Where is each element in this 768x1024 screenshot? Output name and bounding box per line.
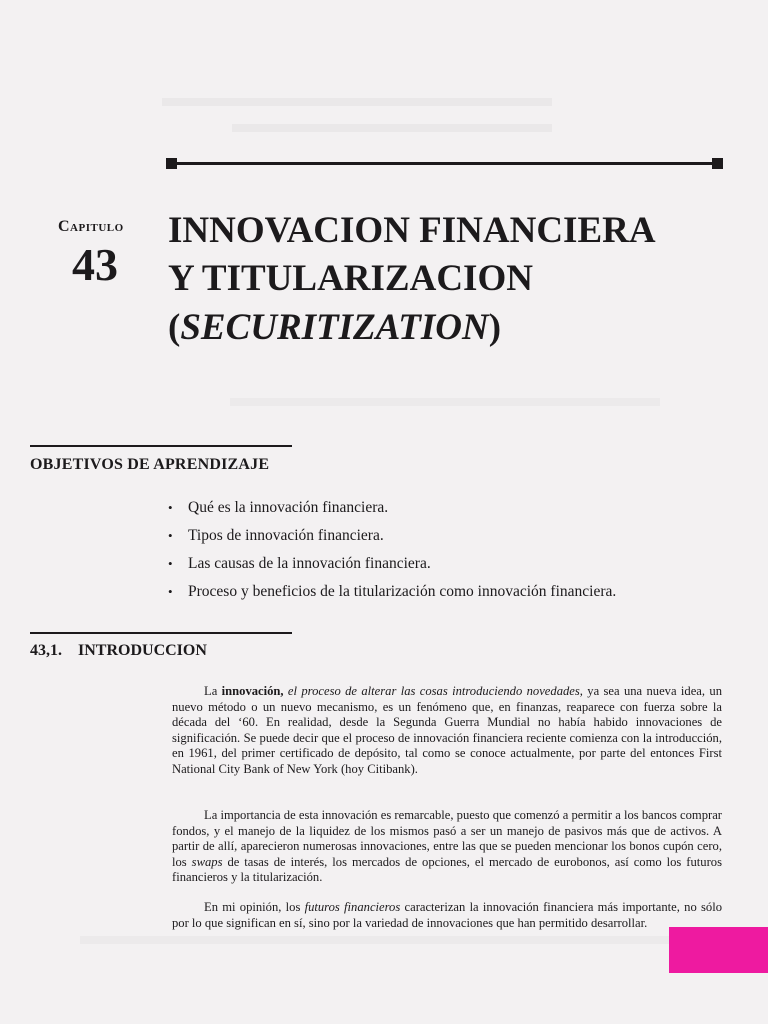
term-swaps: swaps — [191, 854, 223, 869]
chapter-label: Capitulo — [58, 218, 124, 235]
chapter-title-line1: INNOVACION FINANCIERA — [168, 210, 656, 251]
objective-text: Las causas de la innovación financiera. — [188, 555, 431, 572]
chapter-rule-left-cap — [166, 158, 177, 169]
chapter-top-rule — [168, 162, 722, 165]
chapter-rule-right-cap — [712, 158, 723, 169]
definition-text: el proceso de alterar las cosas introduciendo novedades, — [283, 684, 583, 698]
objectives-rule — [30, 445, 292, 447]
objectives-heading: OBJETIVOS DE APRENDIZAJE — [30, 456, 270, 473]
title-open-paren: ( — [168, 307, 181, 348]
paragraph-2: La importancia de esta innovación es remarcable, puesto que comenzó a permitir a los bancos comprar fondos, y el manejo de la liquidez de los mismos pasó a ser un manejo de pasivos más que de activos. A partir de allí, aparecieron numerosas innovaciones, entre las que se pueden mencionar los bonos cupón cero, los swaps de tasas de interés, los mercados de opciones, el mercado de eurobonos, así como los futuros financieros y la titularización. — [172, 808, 722, 884]
objectives-list — [168, 494, 616, 606]
paragraph-3: En mi opinión, los futuros financieros caracterizan la innovación financiera más importante, no sólo por lo que significan en sí, sino por la variedad de innovaciones que han permitido desarrollar. — [172, 900, 722, 930]
pink-tab-marker — [669, 927, 768, 973]
objective-text: Tipos de innovación financiera. — [188, 527, 384, 544]
chapter-title-line3 — [168, 309, 738, 346]
section-title: INTRODUCCION — [78, 642, 207, 659]
objective-item — [168, 522, 616, 550]
bullet-icon: • — [168, 528, 173, 543]
chapter-number: 43 — [72, 239, 118, 290]
bullet-icon: • — [168, 500, 173, 515]
bullet-icon: • — [168, 584, 173, 599]
section-heading — [30, 642, 207, 660]
objective-text: Proceso y beneficios de la titularización como innovación financiera. — [188, 583, 617, 600]
chapter-title-italic: SECURITIZATION — [180, 307, 489, 348]
objective-item — [168, 494, 616, 522]
term-futuros-financieros: futuros financieros — [304, 900, 401, 914]
section-rule — [30, 632, 292, 634]
chapter-title-line2: Y TITULARIZACION — [168, 258, 533, 299]
term-innovacion: innovación, — [221, 684, 284, 698]
section-number: 43,1. — [30, 642, 62, 659]
bullet-icon: • — [168, 556, 173, 571]
paragraph-1: La innovación, el proceso de alterar las cosas introduciendo novedades, ya sea una nueva idea, un nuevo método o un nuevo mecanismo, es un fenómeno que, en finanzas, reaparece con fuerza sobre la década del ‘60. En realidad, desde la Segunda Guerra Mundial no había habido innovaciones de significación. Se puede decir que el proceso de innovación financiera reciente comienza con la introducción, en 1961, del primer certificado de depósito, tal como se conoce actualmente, por parte del entonces First National City Bank of New York (hoy Citibank). — [172, 684, 722, 776]
objective-item — [168, 550, 616, 578]
objective-text: Qué es la innovación financiera. — [188, 499, 389, 516]
title-close-paren: ) — [488, 307, 502, 348]
objective-item — [168, 578, 616, 606]
